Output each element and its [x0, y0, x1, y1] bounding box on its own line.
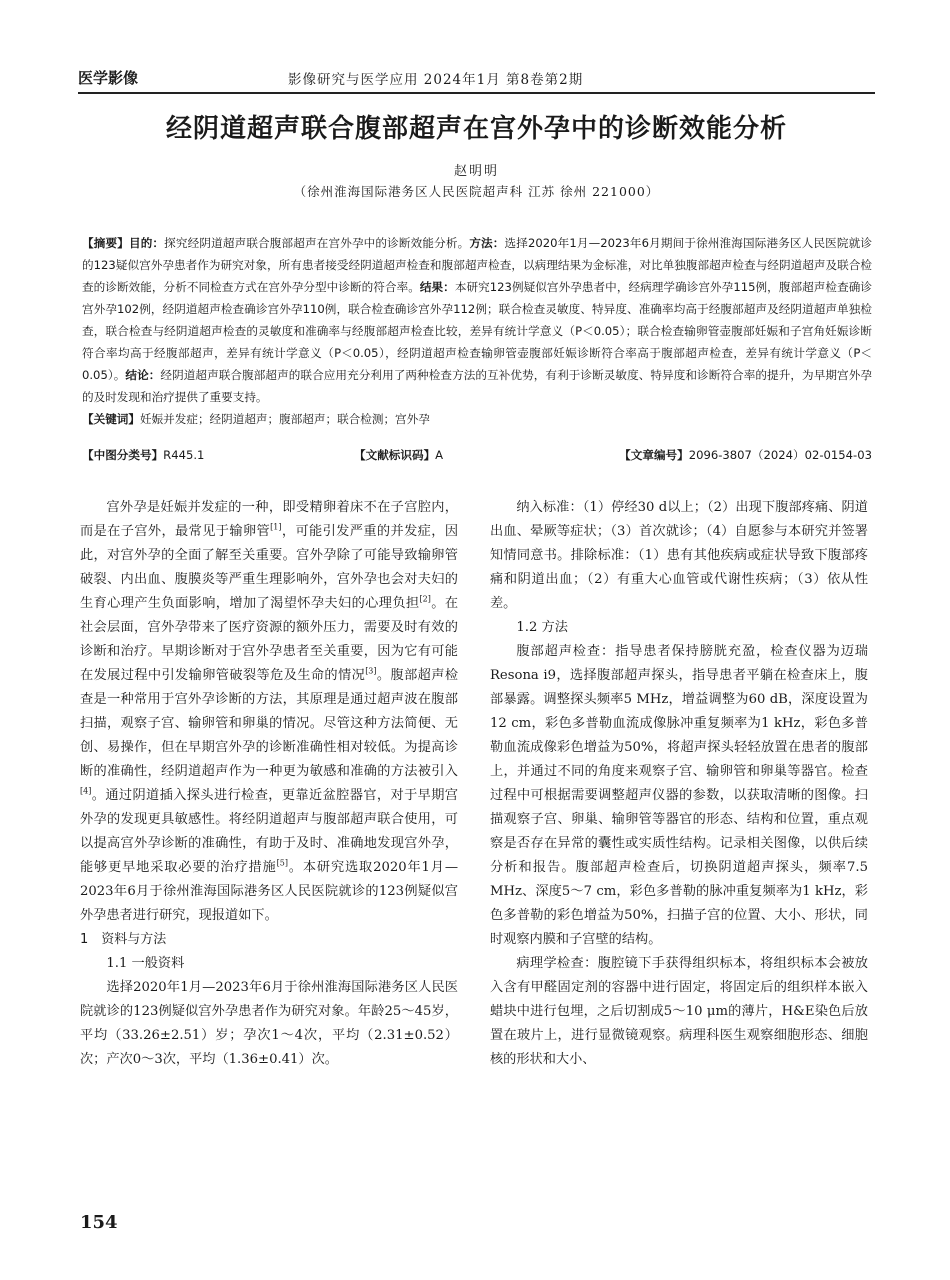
keywords [82, 408, 872, 430]
purpose-label: 目的： [128, 236, 165, 250]
doc-code-value: A [435, 448, 444, 462]
keywords-label: 【关键词】 [82, 412, 140, 426]
abstract-text [82, 232, 872, 408]
running-header [78, 64, 875, 94]
clc-value: R445.1 [163, 448, 205, 462]
article-id-value: 2096-3807（2024）02-0154-03 [688, 448, 872, 462]
reference-1: [1] [270, 522, 282, 532]
methods-text: 选择2020年1月—2023年6月期间于徐州淮海国际港务区人民医院就诊的123疑似宫外孕患者作为研究对象，所有患者接受经阴道超声检查和腹部超声检查，以病理结果为金标准，对比单独腹部超声检查与经阴道超声及联合检查的诊断效能，分析不同检查方式在宫外孕分型中诊断的符合率。 [82, 236, 872, 294]
methods-label: 方法： [469, 236, 505, 250]
page-number: 154 [80, 1212, 118, 1233]
section-heading-1-2: 1.2 方法 [516, 620, 568, 635]
clc-label: 【中图分类号】 [82, 448, 164, 462]
reference-5: [5] [276, 858, 288, 868]
article-id-label: 【文章编号】 [619, 448, 689, 462]
section-heading-1: 1 资料与方法 [80, 932, 167, 947]
reference-4: [4] [80, 786, 92, 796]
abstract-label: 【摘要】 [82, 236, 129, 250]
purpose-text: 探究经阴道超声联合腹部超声在宫外孕中的诊断效能分析。 [164, 236, 470, 250]
criteria-paragraph: 纳入标准：（1）停经30 d以上；（2）出现下腹部疼痛、阴道出血、晕厥等症状；（3）首次就诊；（4）自愿参与本研究并签署知情同意书。排除标准：（1）患有其他疾病或症状导致下腹部疼痛和阴道出血；（2）有重大心血管或代谢性疾病；（3）依从性差。 [490, 500, 868, 611]
reference-3: [3] [365, 666, 377, 676]
results-label: 结果： [419, 280, 455, 294]
section-label: 医学影像 [78, 69, 139, 87]
body-column-right [490, 496, 868, 1072]
intro-paragraph: 宫外孕是妊娠并发症的一种，即受精卵着床不在子宫腔内，而是在子宫外，最常见于输卵管[1]，可能引发严重的并发症，因此，对宫外孕的全面了解至关重要。宫外孕除了可能导致输卵管破裂、内出血、腹膜炎等严重生理影响外，宫外孕也会对夫妇的生育心理产生负面影响，增加了渴望怀孕夫妇的心理负担[2]。在社会层面，宫外孕带来了医疗资源的额外压力，需要及时有效的诊断和治疗。早期诊断对于宫外孕患者至关重要，因为它有可能在发展过程中引发输卵管破裂等危及生命的情况[3]。腹部超声检查是一种常用于宫外孕诊断的方法，其原理是通过超声波在腹部扫描，观察子宫、输卵管和卵巢的情况。尽管这种方法简便、无创、易操作，但在早期宫外孕的诊断准确性相对较低。为提高诊断的准确性，经阴道超声作为一种更为敏感和准确的方法被引入[4]。通过阴道插入探头进行检查，更靠近盆腔器官，对于早期宫外孕的发现更具敏感性。将经阴道超声与腹部超声联合使用，可以提高宫外孕诊断的准确性，有助于及时、准确地发现宫外孕，能够更早地采取必要的治疗措施[5]。本研究选取2020年1月—2023年6月于徐州淮海国际港务区人民医院就诊的123例疑似宫外孕患者进行研究，现报道如下。 [80, 500, 459, 923]
document-code [354, 444, 443, 466]
results-text: 本研究123例疑似宫外孕患者中，经病理学确诊宫外孕115例，腹部超声检查确诊宫外孕102例，经阴道超声检查确诊宫外孕110例，联合检查确诊宫外孕112例；联合检查灵敏度、特异度、准确率均高于经腹部超声及经阴道超声单独检查，联合检查与经阴道超声检查的灵敏度和准确率与经腹部超声检查比较，差异有统计学意义（P＜0.05）；联合检查输卵管壶腹部妊娠和子宫角妊娠诊断符合率均高于经腹部超声，差异有统计学意义（P＜0.05），经阴道超声检查输卵管壶腹部妊娠诊断符合率高于腹部超声检查，差异有统计学意义（P＜0.05）。 [82, 280, 872, 382]
keywords-text: 妊娠并发症；经阴道超声；腹部超声；联合检测；宫外孕 [139, 412, 430, 426]
body-column-left [80, 496, 458, 1072]
classification-row [82, 444, 872, 466]
journal-citation: 影像研究与医学应用 2024年1月 第8卷第2期 [288, 72, 584, 88]
general-info-paragraph: 选择2020年1月—2023年6月于徐州淮海国际港务区人民医院就诊的123例疑似宫外孕患者作为研究对象。年龄25～45岁，平均（33.26±2.51）岁；孕次1～4次，平均（2.31±0.52）次；产次0～3次，平均（1.36±0.41）次。 [80, 980, 458, 1067]
conclusion-label: 结论： [125, 368, 161, 382]
section-heading-1-1: 1.1 一般资料 [106, 956, 185, 971]
article-title: 经阴道超声联合腹部超声在宫外孕中的诊断效能分析 [165, 114, 787, 144]
abdominal-method-paragraph: 腹部超声检查：指导患者保持膀胱充盈，检查仪器为迈瑞Resona i9，选择腹部超声探头，指导患者平躺在检查床上，腹部暴露。调整探头频率5 MHz，增益调整为60 dB，深度设置为12 cm，彩色多普勒血流成像脉冲重复频率为1 kHz，彩色多普勒血流成像彩色增益为50%，将超声探头轻轻放置在患者的腹部上，并通过不同的角度来观察子宫、输卵管和卵巢等器官。检查过程中可根据需要调整超声仪器的参数，以获取清晰的图像。扫描观察子宫、卵巢、输卵管等器官的形态、结构和位置，重点观察是否存在异常的囊性或实质性结构。记录相关图像，以供后续分析和报告。腹部超声检查后，切换阴道超声探头，频率7.5 MHz、深度5～7 cm，彩色多普勒的脉冲重复频率为1 kHz，彩色多普勒的彩色增益为50%，扫描子宫的位置、大小、形状，同时观察内膜和子宫壁的结构。 [490, 644, 868, 947]
article-number [619, 444, 872, 466]
reference-2: [2] [419, 594, 431, 604]
clc-number [82, 444, 204, 466]
doc-code-label: 【文献标识码】 [354, 448, 436, 462]
pathology-method-paragraph: 病理学检查：腹腔镜下手获得组织标本，将组织标本会被放入含有甲醛固定剂的容器中进行固定，将固定后的组织样本嵌入蜡块中进行包埋，之后切割成5～10 μm的薄片，H&E染色后放置在玻片上，进行显微镜观察。病理科医生观察细胞形态、细胞核的形状和大小、 [490, 956, 868, 1067]
author-affiliation: （徐州淮海国际港务区人民医院超声科 江苏 徐州 221000） [293, 184, 660, 199]
conclusion-text: 经阴道超声联合腹部超声的联合应用充分利用了两种检查方法的互补优势，有利于诊断灵敏度、特异度和诊断符合率的提升，为早期宫外孕的及时发现和治疗提供了重要支持。 [82, 368, 872, 404]
abstract [82, 232, 872, 430]
author-name: 赵明明 [453, 164, 499, 179]
